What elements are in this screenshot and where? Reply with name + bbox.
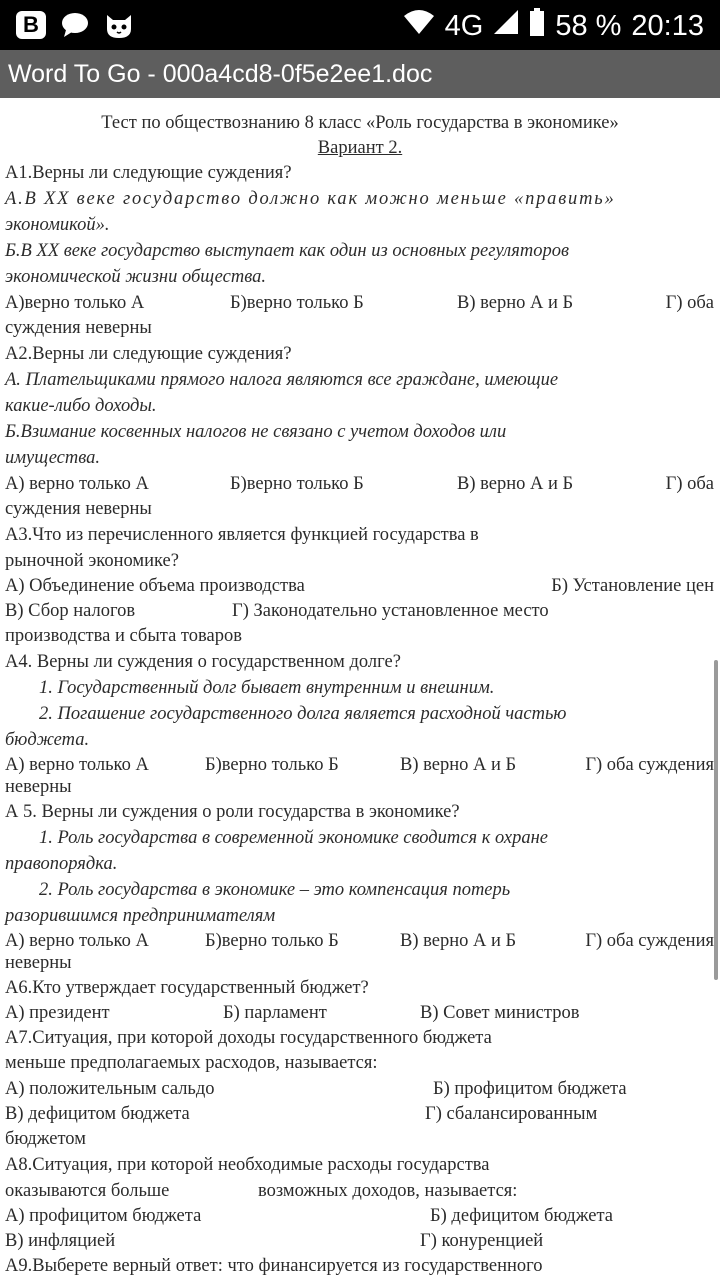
answer-option: суждения неверны [5,318,152,338]
cat-icon [104,10,134,40]
answer-option: Г) конуренцией [420,1231,544,1251]
doc-heading: Тест по обществознанию 8 класс «Роль государства в экономике» [101,113,619,133]
wifi-icon [403,9,435,43]
answer-option: суждения неверны [5,499,152,519]
answer-option: Г) оба [665,474,714,494]
question-text: А 5. Верны ли суждения о роли государства в экономике? [5,802,460,822]
scrollbar-thumb[interactable] [714,660,718,980]
question-text: А2.Верны ли следующие суждения? [5,344,292,364]
statement-text: А. Плательщиками прямого налога являются все граждане, имеющие [5,370,559,390]
answer-option: В) верно А и Б [400,755,517,775]
statement-text: Б.Взимание косвенных налогов не связано с учетом доходов или [5,422,507,442]
question-text: А9.Выберете верный ответ: что финансируется из государственного [5,1256,543,1276]
statement-text: имущества. [5,448,101,468]
statement-text: бюджета. [5,730,90,750]
document-title: Word To Go - 000a4cd8-0f5e2ee1.doc [8,60,433,88]
question-text: А1.Верны ли следующие суждения? [5,163,292,183]
answer-option: неверны [5,953,72,973]
answer-option: Б)верно только Б [205,931,339,951]
battery-icon [529,8,545,44]
answer-option: В) верно А и Б [457,293,574,313]
answer-option: А) профицитом бюджета [5,1206,202,1226]
question-text: А8.Ситуация, при которой необходимые расходы государства [5,1155,490,1175]
answer-option: Г) оба суждения [585,931,714,951]
statement-text: экономикой». [5,215,110,235]
answer-option: Г) сбалансированным [425,1104,598,1124]
signal-icon [493,9,519,43]
statement-text: 1. Государственный долг бывает внутренним и внешним. [39,678,495,698]
question-text: А7.Ситуация, при которой доходы государственного бюджета [5,1028,492,1048]
status-bar [0,0,720,50]
answer-option: В) верно А и Б [400,931,517,951]
answer-option: А)верно только А [5,293,145,313]
app-title-bar [0,50,720,98]
answer-option: А) положительным сальдо [5,1079,215,1099]
answer-option: Б) парламент [223,1003,327,1023]
document-view[interactable] [0,104,720,1280]
answer-option: Б)верно только Б [230,474,364,494]
question-text: возможных доходов, называется: [258,1181,518,1201]
statement-text: какие-либо доходы. [5,396,157,416]
statement-text: 2. Погашение государственного долга является расходной частью [39,704,567,724]
question-text: А3.Что из перечисленного является функцией государства в [5,525,479,545]
answer-option: производства и сбыта товаров [5,626,242,646]
answer-option: Б)верно только Б [230,293,364,313]
answer-option: В) Сбор налогов [5,601,136,621]
doc-variant: Вариант 2. [317,138,403,158]
answer-option: Б) профицитом бюджета [433,1079,627,1099]
chat-bubble-icon [60,10,90,40]
answer-option: Г) оба [665,293,714,313]
answer-option: Б)верно только Б [205,755,339,775]
vk-icon: В [16,10,46,40]
answer-option: А) верно только А [5,755,149,775]
statement-text: Б.В XX веке государство выступает как один из основных регуляторов [5,241,569,261]
statement-text: правопорядка. [5,854,118,874]
answer-option: В) инфляцией [5,1231,116,1251]
answer-option: В) Совет министров [420,1003,580,1023]
answer-option: Г) Законодательно установленное место [232,601,549,621]
statement-text: разорившимся предпринимателям [5,906,276,926]
question-text: А4. Верны ли суждения о государственном долге? [5,652,401,672]
battery-level: 58 % [555,9,622,42]
answer-option: В) дефицитом бюджета [5,1104,190,1124]
answer-option: А) Объединение объема производства [5,576,305,596]
answer-option: Б) дефицитом бюджета [430,1206,613,1226]
answer-option: В) верно А и Б [457,474,574,494]
answer-option: А) верно только А [5,474,149,494]
answer-option: бюджетом [5,1129,86,1149]
answer-option: Г) оба суждения [585,755,714,775]
statement-text: экономической жизни общества. [5,267,266,287]
clock: 20:13 [631,9,704,42]
question-text: рыночной экономике? [5,551,179,571]
statement-text: 2. Роль государства в экономике – это компенсация потерь [39,880,511,900]
network-type: 4G [444,9,484,42]
answer-option: Б) Установление цен [551,576,714,596]
question-text: меньше предполагаемых расходов, называется: [5,1053,378,1073]
statement-text: 1. Роль государства в современной экономике сводится к охране [39,828,548,848]
question-text: оказываются больше [5,1181,170,1201]
answer-option: А) президент [5,1003,110,1023]
answer-option: А) верно только А [5,931,149,951]
answer-option: неверны [5,777,72,797]
question-text: А6.Кто утверждает государственный бюджет? [5,978,369,998]
statement-text: А.В XX веке государство должно как можно меньше «править» [5,189,616,209]
